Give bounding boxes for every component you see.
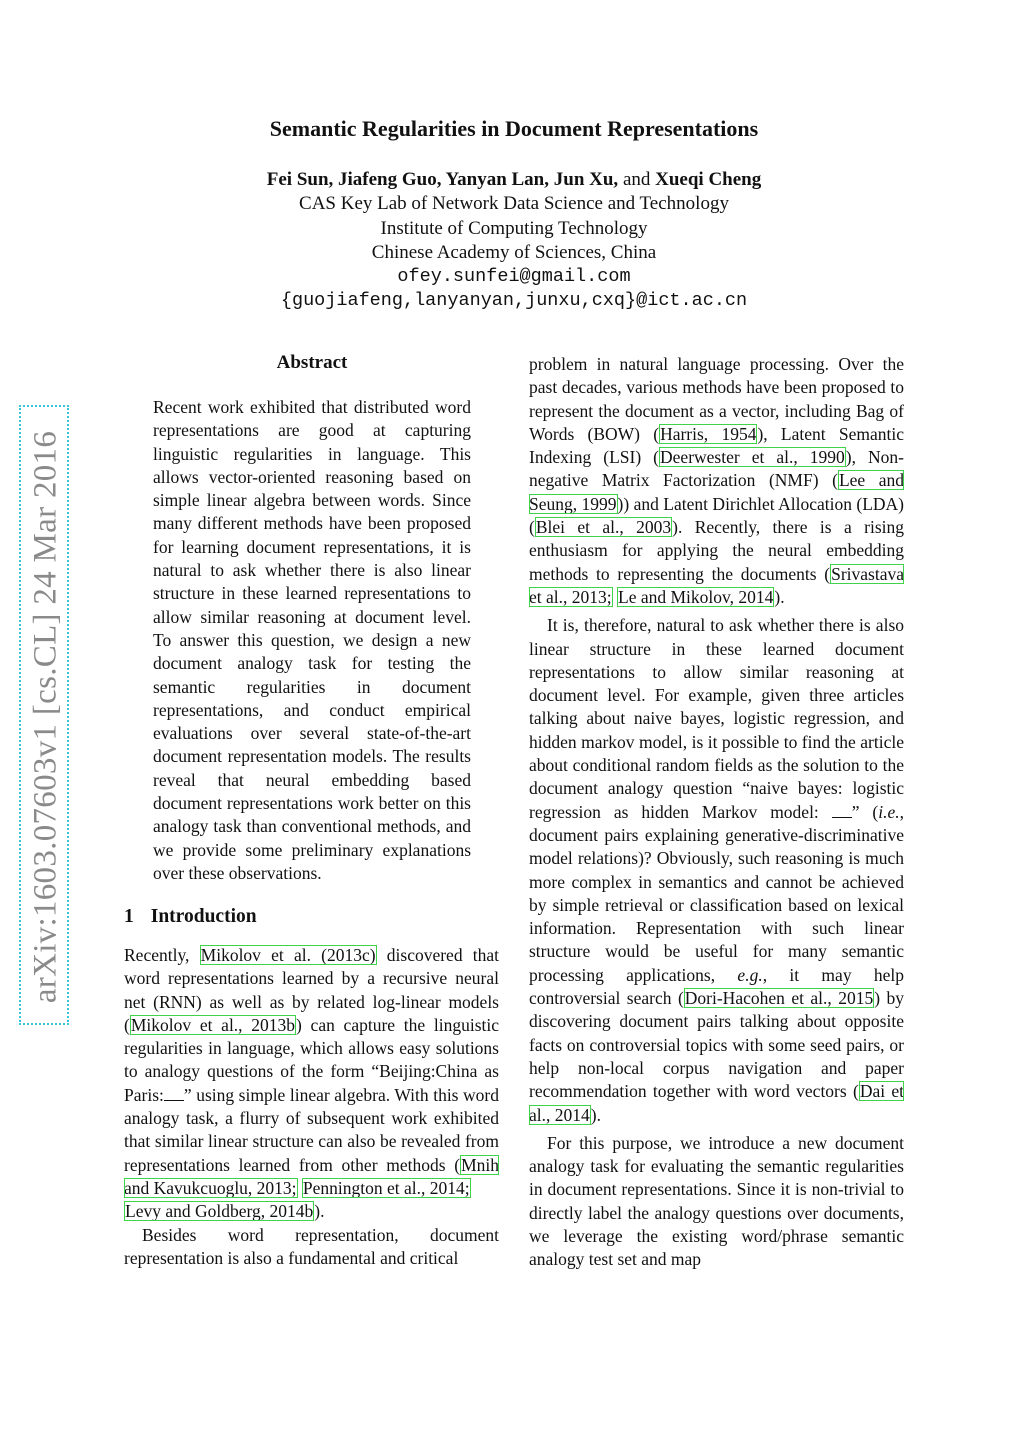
section-title: Introduction xyxy=(150,906,257,927)
author-list: Fei Sun, Jiafeng Guo, Yanyan Lan, Jun Xu, xyxy=(266,169,619,190)
blank-placeholder xyxy=(164,1086,184,1101)
citation-link[interactable]: Le and Mikolov, 2014 xyxy=(618,586,774,607)
abstract-text: Recent work exhibited that distributed word representations are good at capturing linguistic regularities in language. This allows vector-oriented reasoning based on simple linear algebra between words. Since many different methods have been proposed for learning document representations, it is natural to ask whether there is also linear structure in these learned representations to allow similar reasoning at document level. To answer this question, we design a new document analogy task for testing the semantic regularities in document representations, and conduct empirical evaluations over several state-of-the-art document representation models. The results reveal that neural embedding based document representations work better on this analogy task than conventional methods, and we provide some preliminary explanations over these observations. xyxy=(153,397,471,883)
arxiv-stamp: arXiv:1603.07603v1 [cs.CL] 24 Mar 2016 xyxy=(27,430,64,1004)
right-paragraph-3: For this purpose, we introduce a new document analogy task for evaluating the semantic regularities in document representations. Since it is non-trivial to directly label the analogy questions over documents, we leverage the existing word/phrase semantic analogy test set and map xyxy=(529,1132,904,1270)
citation-link[interactable]: Blei et al., 2003 xyxy=(535,517,672,538)
affiliation-lab: CAS Key Lab of Network Data Science and Technology xyxy=(299,193,729,215)
author-last: Xueqi Cheng xyxy=(655,169,762,190)
affiliation-academy: Chinese Academy of Sciences, China xyxy=(371,241,657,263)
section-number: 1 xyxy=(124,906,134,927)
intro-paragraph-2: Besides word representation, document representation is also a fundamental and critical xyxy=(124,1224,499,1268)
author-block xyxy=(0,168,1024,314)
section-heading-introduction xyxy=(124,906,257,928)
author-email[interactable]: ofey.sunfei@gmail.com xyxy=(397,266,631,288)
citation-link[interactable]: Lee and Seung, 1999 xyxy=(529,470,904,514)
arxiv-stamp-box xyxy=(19,405,69,1025)
group-email[interactable]: {guojiafeng,lanyanyan,junxu,cxq}@ict.ac.cn xyxy=(280,290,748,312)
paper-title: Semantic Regularities in Document Representations xyxy=(269,116,759,141)
affiliation-institute: Institute of Computing Technology xyxy=(380,217,648,239)
citation-link[interactable]: Dori-Hacohen et al., 2015 xyxy=(684,988,874,1009)
abstract-heading: Abstract xyxy=(276,352,348,373)
author-names xyxy=(0,168,1024,192)
citation-link[interactable]: Deerwester et al., 1990 xyxy=(660,447,845,468)
citation-link[interactable]: Mikolov et al. (2013c) xyxy=(200,945,376,965)
citation-link[interactable]: Srivastava et al., 2013; xyxy=(529,563,904,607)
intro-paragraph-1: Recently, Mikolov et al. (2013c) discovered that word representations learned by a recursive neural net (RNN) as well as by related log-linear models (Mikolov et al., 2013b) can capture the linguistic regularities in language, which allows easy solutions to analogy questions of the form “Beijing:China as Paris: ” using simple linear algebra. With this word analogy task, a flurry of subsequent work exhibited that similar linear structure can also be revealed from representations learned from other methods (Mnih and Kavukcuoglu, 2013; Pennington et al., 2014; Levy and Goldberg, 2014b). xyxy=(124,945,500,1222)
right-paragraph-2: It is, therefore, natural to ask whether there is also linear structure in these learned document representations to allow similar reasoning at document level. For example, given three articles talking about naive bayes, logistic regression, and hidden markov model, is it possible to find the article about conditional random fields as the solution to the document analogy question “naive bayes: logistic regression as hidden Markov model: ” (i.e., document pairs explaining generative-discriminative model relations)? Obviously, such reasoning is much more complex in semantics and cannot be achieved by simple retrieval or classification based on lexical information. Representation with such linear structure would be useful for many semantic processing applications, e.g., it may help controversial search (Dori-Hacohen et al., 2015) by discovering document pairs talking about opposite facts on controversial topics with some seed pairs, or help non-local corpus navigation and paper recommendation together with word vectors (Dai et al., 2014). xyxy=(529,615,905,1125)
blank-placeholder xyxy=(832,803,852,818)
citation-link[interactable]: Levy and Goldberg, 2014b xyxy=(125,1201,314,1222)
abstract-body xyxy=(153,396,471,885)
citation-link[interactable]: Pennington et al., 2014; xyxy=(302,1177,470,1198)
citation-link[interactable]: Harris, 1954 xyxy=(660,423,757,444)
author-and: and xyxy=(622,169,651,190)
citation-link[interactable]: Mikolov et al., 2013b xyxy=(130,1014,296,1035)
citation-link[interactable]: Mnih and Kavukcuoglu, 2013; xyxy=(124,1154,499,1198)
citation-link[interactable]: Dai et al., 2014 xyxy=(529,1081,904,1125)
right-paragraph-1: problem in natural language processing. Over the past decades, various methods have been proposed to represent the document as a vector, including Bag of Words (BOW) (Harris, 1954), Latent Semantic Indexing (LSI) (Deerwester et al., 1990), Non-negative Matrix Factorization (NMF) (Lee and Seung, 1999)) and Latent Dirichlet Allocation (LDA) (Blei et al., 2003). Recently, there is a rising enthusiasm for applying the neural embedding methods to representing the documents (Srivastava et al., 2013; Le and Mikolov, 2014). xyxy=(529,354,904,607)
right-column-body xyxy=(529,353,904,1272)
left-column-body xyxy=(124,944,499,1270)
